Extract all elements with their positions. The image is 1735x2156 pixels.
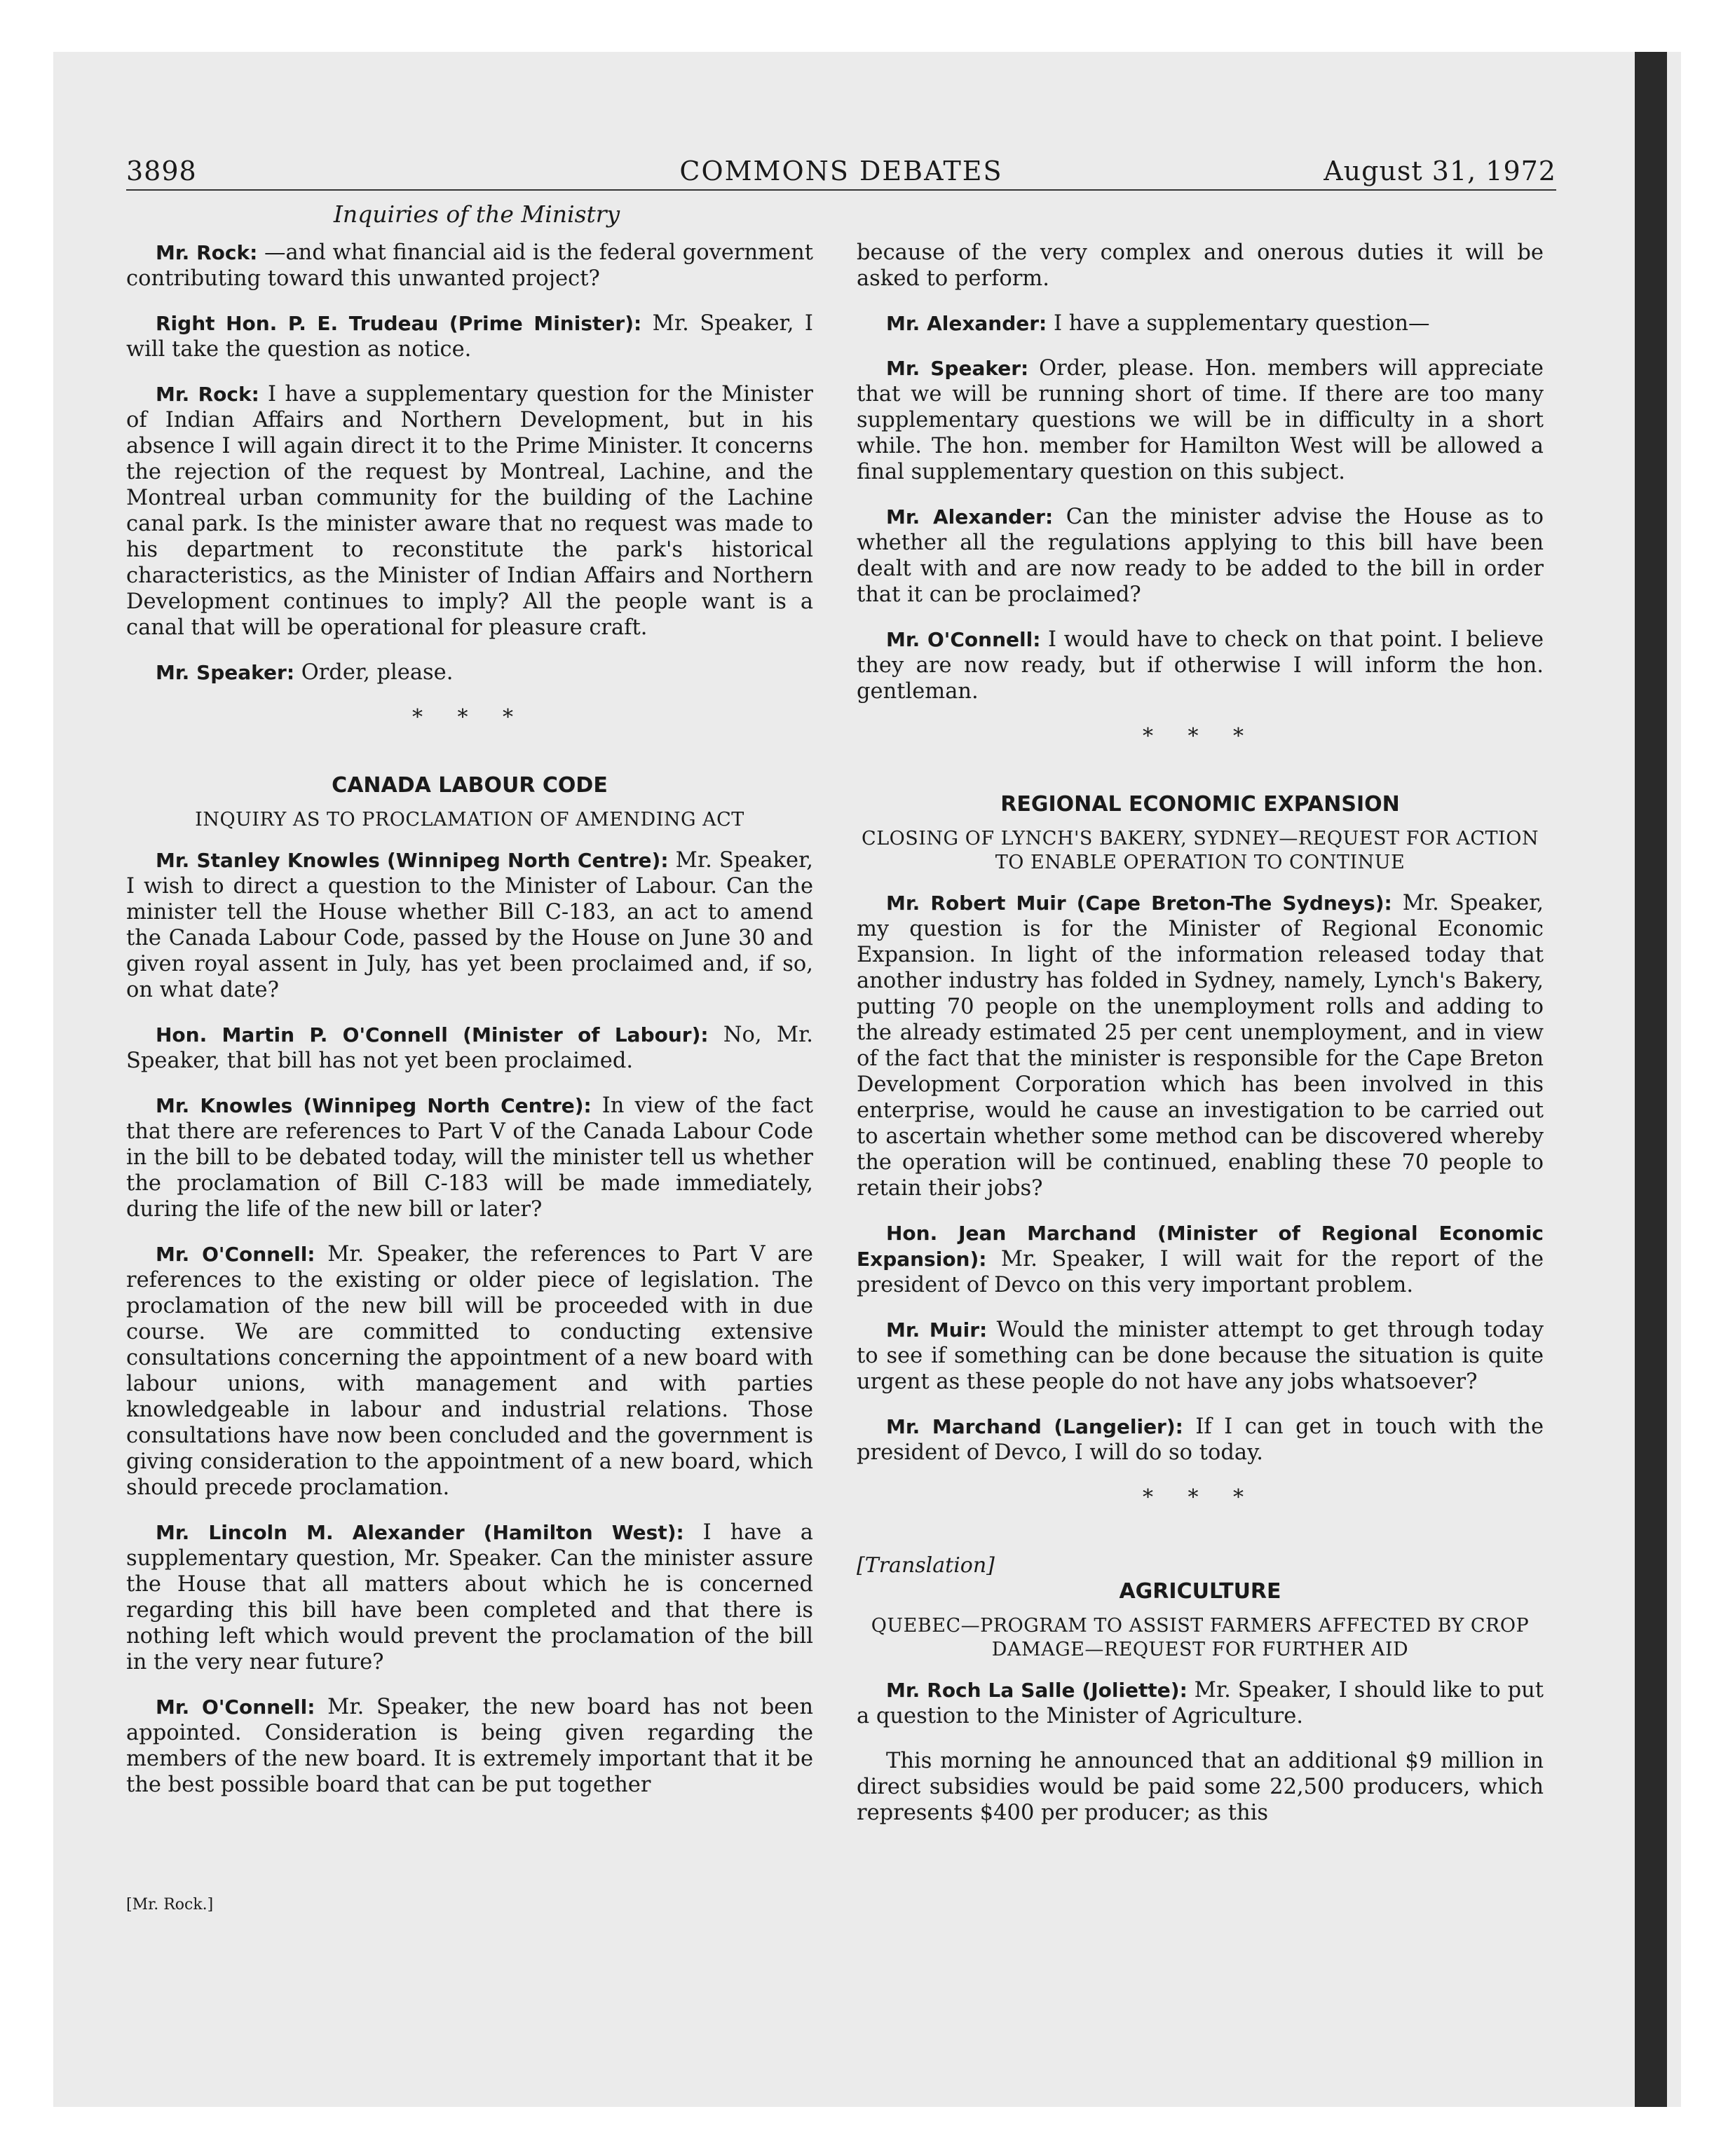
paragraph (126, 1241, 813, 1501)
paragraph (857, 311, 1544, 336)
speech-text: Mr. Speaker, my question is for the Minister of Regional Economic Expansion. In light of the information released today that another industry has folded in Sydney, namely, Lynch's Bakery, putting 70 people on the unemployment rolls and adding to the already estimated 25 per cent unemployment, and in view of the fact that the minister is responsible for the Cape Breton Development Corporation which has been involved in this enterprise, would he cause an investigation to be carried out to ascertain whether some method can be discovered whereby the operation will be continued, enabling these 70 people to retain their jobs? (857, 891, 1544, 1201)
speech-text: Order, please. (294, 660, 454, 685)
left-column (126, 240, 813, 1817)
paragraph (126, 381, 813, 641)
right-column (857, 240, 1544, 1845)
speech-text: Mr. Speaker, I will wait for the report of the president of Devco on this very important problem. (857, 1247, 1544, 1297)
speaker-name: Mr. Rock: (156, 383, 259, 406)
speech-text: Mr. Speaker, the new board has not been appointed. Consideration is being given regarding the members of the new board. It is extremely important that it be the best possible board that can be put together (126, 1695, 813, 1797)
speech-text: Mr. Speaker, I will take the question as notice. (126, 311, 813, 362)
speaker-name: Mr. Stanley Knowles (Winnipeg North Centre): (156, 849, 669, 872)
speech-text: I would have to check on that point. I believe they are now ready, but if otherwise I will inform the hon. gentleman. (857, 627, 1544, 704)
speaker-name: Mr. Alexander: (886, 312, 1047, 335)
section-separator: * * * (411, 705, 528, 730)
binding-edge (1635, 52, 1667, 2107)
paragraph (857, 504, 1544, 608)
speaker-name: Mr. Lincoln M. Alexander (Hamilton West): (156, 1521, 684, 1544)
page-header (126, 151, 1556, 191)
running-head: Inquiries of the Ministry (333, 200, 620, 228)
speech-text: —and what financial aid is the federal government contributing toward this unwanted project? (126, 240, 813, 291)
paragraph (126, 1022, 813, 1074)
speaker-name: Mr. Marchand (Langelier): (886, 1415, 1183, 1438)
paragraph (126, 1520, 813, 1675)
speaker-name: Mr. O'Connell: (156, 1696, 315, 1719)
speaker-name: Mr. Muir: (886, 1318, 988, 1342)
section-title: CANADA LABOUR CODE (332, 773, 608, 798)
footer-note: [Mr. Rock.] (126, 1896, 214, 1913)
speaker-name: Hon. Jean Marchand (Minister of Regional Economic Expansion): (857, 1222, 1544, 1271)
speech-text: Mr. Speaker, I should like to put a question to the Minister of Agriculture. (857, 1678, 1544, 1728)
translation-note: [Translation] (857, 1553, 995, 1578)
page-date: August 31, 1972 (1324, 156, 1556, 186)
speaker-name: Mr. Rock: (156, 241, 258, 264)
speaker-name: Mr. Speaker: (886, 357, 1029, 380)
speaker-name: Mr. Robert Muir (Cape Breton-The Sydneys): (886, 892, 1392, 915)
speech-text: This morning he announced that an additional $9 million in direct subsidies would be paid some 22,500 producers, which represents $400 per producer; as this (857, 1749, 1544, 1825)
speaker-name: Mr. Alexander: (886, 505, 1054, 528)
paragraph (126, 1093, 813, 1222)
page-number: 3898 (126, 156, 197, 186)
speech-text: Mr. Speaker, the references to Part V are references to the existing or older piece of legislation. The proclamation of the new bill will be proceeded with in due course. We are committed to conducting extensive consultations concerning the appointment of a new board with labour unions, with management and with parties knowledgeable in labour and industrial relations. Those consultations have now been concluded and the government is giving consideration to the appointment of a new board, which should precede proclamation. (126, 1242, 813, 1500)
paragraph (857, 1414, 1544, 1466)
speech-text: Would the minister attempt to get through today to see if something can be done because the situation is quite urgent as these people do not have any jobs whatsoever? (857, 1318, 1544, 1394)
speech-text: No, Mr. Speaker, that bill has not yet been proclaimed. (126, 1023, 813, 1073)
paragraph (857, 1220, 1544, 1298)
speaker-name: Hon. Martin P. O'Connell (Minister of Labour): (156, 1023, 709, 1046)
section-title: REGIONAL ECONOMIC EXPANSION (1000, 792, 1400, 817)
paragraph (857, 627, 1544, 704)
speech-text: because of the very complex and onerous duties it will be asked to perform. (857, 240, 1544, 291)
paragraph (126, 240, 813, 292)
paragraph (857, 1677, 1544, 1729)
paragraph (857, 890, 1544, 1201)
speech-text: I have a supplementary question— (1047, 311, 1430, 336)
speech-text: Order, please. Hon. members will appreciate that we will be running short of time. If there are too many supplementary questions we will be in difficulty in a short while. The hon. member for Hamilton West will be allowed a final supplementary question on this subject. (857, 356, 1544, 484)
speaker-name: Mr. Speaker: (156, 661, 295, 684)
speech-text: If I can get in touch with the president of Devco, I will do so today. (857, 1414, 1544, 1465)
speech-text: In view of the fact that there are references to Part V of the Canada Labour Code in the bill to be debated today, will the minister tell us whether the proclamation of Bill C-183 will be made immediately, during the life of the new bill or later? (126, 1093, 813, 1222)
publication-title: COMMONS DEBATES (679, 156, 1003, 186)
section-subtitle: INQUIRY AS TO PROCLAMATION OF AMENDING ACT (195, 809, 744, 831)
speech-text: I have a supplementary question for the Minister of Indian Affairs and Northern Development, but in his absence I will again direct it to the Prime Minister. It concerns the rejection of the request by Montreal, Lachine, and the Montreal urban community for the building of the Lachine canal park. Is the minister aware that no request was made to his department to reconstitute the park's historical characteristics, as the Minister of Indian Affairs and Northern Development continues to imply? All the people want is a canal that will be operational for pleasure craft. (126, 382, 813, 640)
paragraph (126, 311, 813, 362)
speaker-name: Mr. O'Connell: (156, 1243, 315, 1266)
paragraph (857, 240, 1544, 292)
section-title: AGRICULTURE (1119, 1579, 1281, 1604)
speaker-name: Mr. Knowles (Winnipeg North Centre): (156, 1094, 592, 1117)
speech-text: Can the minister advise the House as to whether all the regulations applying to this bill have been dealt with and are now ready to be added to the bill in order that it can be proclaimed? (857, 505, 1544, 607)
section-subtitle: CLOSING OF LYNCH'S BAKERY, SYDNEY—REQUEST FOR ACTION TO ENABLE OPERATION TO CONTINUE (862, 828, 1539, 873)
paragraph (857, 1317, 1544, 1395)
section-separator: * * * (1142, 724, 1258, 749)
speaker-name: Mr. O'Connell: (886, 628, 1041, 651)
speech-text: I have a supplementary question, Mr. Speaker. Can the minister assure the House that all matters about which he is concerned regarding this bill have been completed and that there is nothing left which would prevent the proclamation of the bill in the very near future? (126, 1520, 813, 1674)
speech-text: Mr. Speaker, I wish to direct a question to the Minister of Labour. Can the minister tell the House whether Bill C-183, an act to amend the Canada Labour Code, passed by the House on June 30 and given royal assent in July, has yet been proclaimed and, if so, on what date? (126, 848, 814, 1002)
section-separator: * * * (1142, 1485, 1258, 1510)
paragraph (857, 1748, 1544, 1826)
section-subtitle: QUEBEC—PROGRAM TO ASSIST FARMERS AFFECTED BY CROP DAMAGE—REQUEST FOR FURTHER AID (871, 1615, 1530, 1660)
speaker-name: Right Hon. P. E. Trudeau (Prime Minister): (156, 312, 642, 335)
speaker-name: Mr. Roch La Salle (Joliette): (886, 1679, 1188, 1702)
paragraph (857, 355, 1544, 485)
paragraph (126, 847, 813, 1003)
paragraph (126, 1694, 813, 1798)
paragraph (126, 660, 813, 685)
